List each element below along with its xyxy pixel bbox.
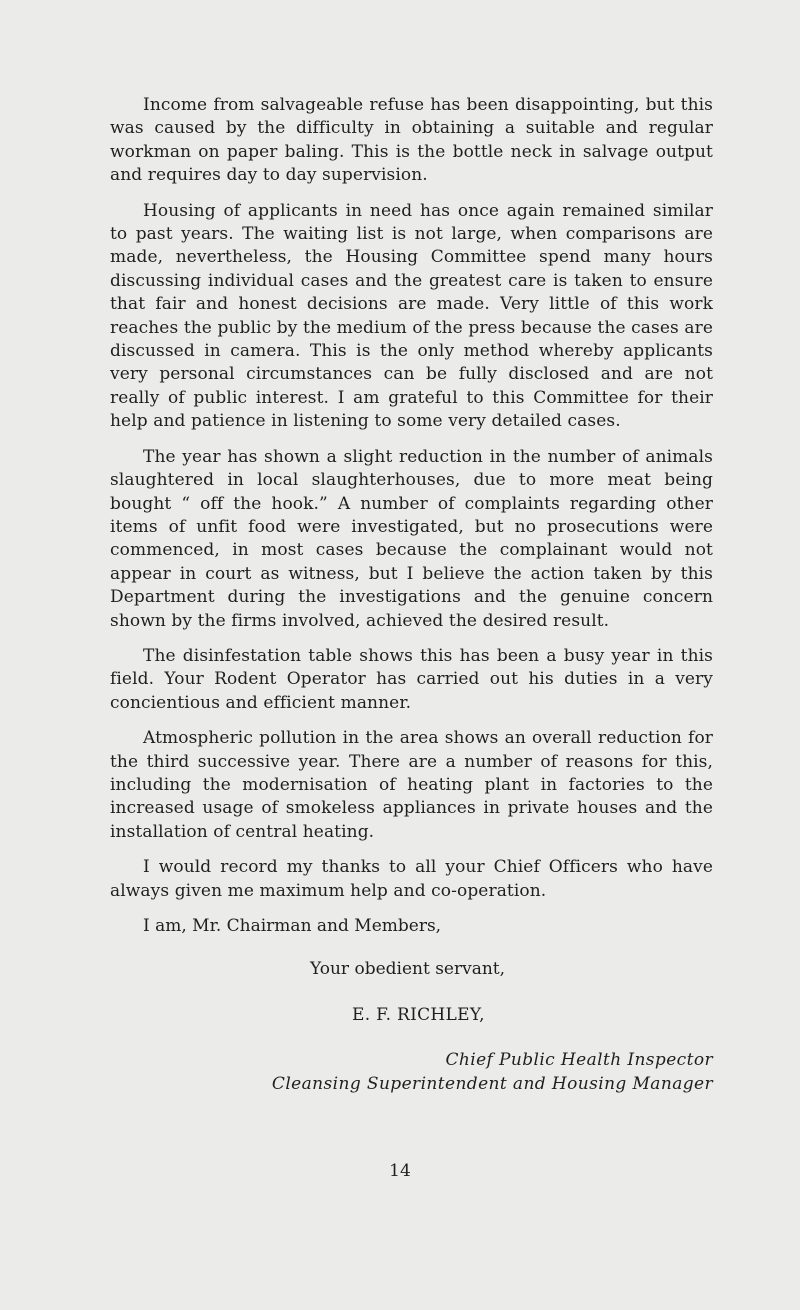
- salutation: I am, Mr. Chairman and Members,: [143, 916, 442, 936]
- paragraph-pollution: Atmospheric pollution in the area shows an overall reduction for the third successive year. There are a number of reasons for this, including the modernisation of heating plant in factories to the increased usage of smokeless appliances in private houses and the installation of central heating.: [110, 728, 713, 842]
- paragraph-disinfestation: The disinfestation table shows this has been a busy year in this field. Your Rodent Operator has carried out his duties in a very concientious and efficient manner.: [110, 645, 713, 713]
- signatory-name: E. F. RICHLEY,: [352, 1004, 485, 1025]
- paragraph-thanks: I would record my thanks to all your Chief Officers who have always given me maximum help and co-operation.: [110, 857, 713, 901]
- signatory-title-2: Cleansing Superintendent and Housing Manager: [271, 1073, 713, 1094]
- paragraph-housing: Housing of applicants in need has once again remained similar to past years. The waiting list is not large, when comparisons are made, nevertheless, the Housing Committee spend many hours discussing individual cases and the greatest care is taken to ensure that fair and honest decisions are made. Very little of this work reaches the public by the medium of the press because the cases are discussed in camera. This is the only method whereby applicants very personal circumstances can be fully disclosed and are not really of public interest. I am grateful to this Committee for their help and patience in listening to some very detailed cases.: [110, 200, 713, 432]
- paragraph-slaughter: The year has shown a slight reduction in the number of animals slaughtered in local slaughterhouses, due to more meat being bought “ off the hook.” A number of complaints regarding other items of unfit food were investigated, but no prosecutions were commenced, in most cases because the complainant would not appear in court as witness, but I believe the action taken by this Department during the investigations and the genuine concern shown by the firms involved, achieved the desired result.: [110, 446, 713, 631]
- sign-off: Your obedient servant,: [310, 959, 506, 980]
- paragraph-salvage: Income from salvageable refuse has been disappointing, but this was caused by the difficulty in obtaining a suitable and regular workman on paper baling. This is the bottle neck in salvage output and requires day to day supervision.: [110, 95, 713, 186]
- signatory-title-1: Chief Public Health Inspector: [445, 1050, 713, 1071]
- letter-body: [110, 94, 713, 1096]
- page-number: 14: [389, 1161, 411, 1181]
